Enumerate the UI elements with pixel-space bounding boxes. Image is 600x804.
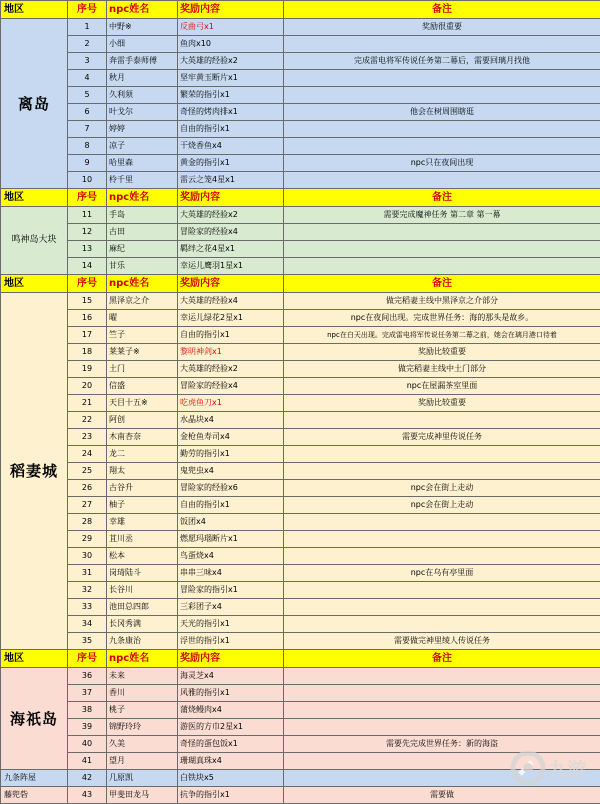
row-npc: 未来 — [107, 668, 178, 685]
table-row — [1, 685, 600, 702]
row-npc: 麻纪 — [107, 241, 178, 258]
row-npc: 幸雄 — [107, 514, 178, 531]
row-npc: 苴川丞 — [107, 531, 178, 548]
row-reward: 羁绊之花4星x1 — [178, 241, 284, 258]
region-cell: 鸣神岛大块 — [1, 207, 68, 275]
table-row — [1, 121, 600, 138]
table-row — [1, 497, 600, 514]
row-npc: 曜 — [107, 310, 178, 327]
row-note: 需要做完神里绫人传说任务 — [284, 633, 600, 650]
row-no: 13 — [68, 241, 107, 258]
row-note — [284, 258, 600, 275]
row-no: 32 — [68, 582, 107, 599]
row-npc: 久利须 — [107, 87, 178, 104]
table-row — [1, 514, 600, 531]
header-region: 地区 — [1, 189, 68, 207]
row-npc: 土门 — [107, 361, 178, 378]
table-row — [1, 787, 600, 804]
row-note: 奖励比较重要 — [284, 344, 600, 361]
row-note — [284, 36, 600, 53]
table-row — [1, 582, 600, 599]
row-reward: 大英雄的经验x2 — [178, 361, 284, 378]
row-reward: 奇怪的烤肉排x1 — [178, 104, 284, 121]
table-row — [1, 19, 600, 36]
row-note — [284, 685, 600, 702]
table-row — [1, 310, 600, 327]
row-reward: 冒险家的指引x1 — [178, 582, 284, 599]
header-row — [1, 1, 600, 19]
table-row — [1, 429, 600, 446]
row-no: 43 — [68, 787, 107, 804]
row-npc: 柚子 — [107, 497, 178, 514]
row-note: 做完稻妻主线中土门部分 — [284, 361, 600, 378]
row-reward: 蒲烧鳗肉x4 — [178, 702, 284, 719]
table-row — [1, 463, 600, 480]
header-no: 序号 — [68, 189, 107, 207]
row-no: 29 — [68, 531, 107, 548]
row-reward: 饭团x4 — [178, 514, 284, 531]
table-row — [1, 599, 600, 616]
row-npc: 小细 — [107, 36, 178, 53]
row-npc: 龙二 — [107, 446, 178, 463]
table-row — [1, 344, 600, 361]
row-reward: 黎明神剑x1 — [178, 344, 284, 361]
row-note — [284, 668, 600, 685]
row-reward: 大英雄的经验x2 — [178, 53, 284, 70]
row-npc: 长冈秀满 — [107, 616, 178, 633]
row-reward: 勤劳的指引x1 — [178, 446, 284, 463]
row-note — [284, 582, 600, 599]
header-reward: 奖励内容 — [178, 1, 284, 19]
row-note — [284, 412, 600, 429]
row-reward: 幸运儿鹰羽1星x1 — [178, 258, 284, 275]
row-npc: 竺子 — [107, 327, 178, 344]
row-no: 34 — [68, 616, 107, 633]
row-note — [284, 70, 600, 87]
row-npc: 锦野玲玲 — [107, 719, 178, 736]
row-no: 2 — [68, 36, 107, 53]
row-no: 24 — [68, 446, 107, 463]
table-row — [1, 668, 600, 685]
watermark-text: 九游 — [548, 755, 586, 782]
row-note — [284, 719, 600, 736]
row-no: 10 — [68, 172, 107, 189]
table-row — [1, 633, 600, 650]
row-reward: 天光的指引x1 — [178, 616, 284, 633]
table-row — [1, 395, 600, 412]
row-note: 做完稻妻主线中黑泽京之介部分 — [284, 293, 600, 310]
row-reward: 浮世的指引x1 — [178, 633, 284, 650]
row-npc: 凉子 — [107, 138, 178, 155]
row-no: 33 — [68, 599, 107, 616]
row-npc: 桃子 — [107, 702, 178, 719]
row-no: 31 — [68, 565, 107, 582]
row-note — [284, 446, 600, 463]
header-row — [1, 650, 600, 668]
row-reward: 鸟蛋烧x4 — [178, 548, 284, 565]
table-row — [1, 548, 600, 565]
row-note: 奖励比较重要 — [284, 395, 600, 412]
table-row — [1, 155, 600, 172]
row-no: 30 — [68, 548, 107, 565]
row-note: 需要完成魔神任务 第二章 第一幕 — [284, 207, 600, 224]
header-note: 备注 — [284, 189, 600, 207]
jiuyou-logo-icon — [510, 750, 546, 786]
row-reward: 燃愿玛瑙断片x1 — [178, 531, 284, 548]
row-no: 25 — [68, 463, 107, 480]
table-row — [1, 258, 600, 275]
row-reward: 风雅的指引x1 — [178, 685, 284, 702]
row-reward: 反曲弓x1 — [178, 19, 284, 36]
row-no: 19 — [68, 361, 107, 378]
row-npc: 九条康治 — [107, 633, 178, 650]
header-row — [1, 189, 600, 207]
header-region: 地区 — [1, 1, 68, 19]
row-npc: 池田总四郎 — [107, 599, 178, 616]
header-note: 备注 — [284, 1, 600, 19]
row-no: 38 — [68, 702, 107, 719]
region-cell: 稻妻城 — [1, 293, 68, 650]
row-note: npc会在街上走动 — [284, 497, 600, 514]
row-reward: 珊瑚真珠x4 — [178, 753, 284, 770]
row-reward: 奇怪的蛋包饭x1 — [178, 736, 284, 753]
row-no: 42 — [68, 770, 107, 787]
row-reward: 坚牢黄玉断片x1 — [178, 70, 284, 87]
table-row — [1, 616, 600, 633]
region-cell: 离岛 — [1, 19, 68, 189]
header-npc: npc姓名 — [107, 1, 178, 19]
row-note — [284, 241, 600, 258]
row-npc: 婷婷 — [107, 121, 178, 138]
row-reward: 幸运儿绿花2星x1 — [178, 310, 284, 327]
region-cell: 九条阵屋 — [1, 770, 68, 787]
row-npc: 甲斐田龙马 — [107, 787, 178, 804]
row-npc: 久美 — [107, 736, 178, 753]
row-npc: 手岛 — [107, 207, 178, 224]
table-row — [1, 446, 600, 463]
header-no: 序号 — [68, 650, 107, 668]
row-reward: 抗争的指引x1 — [178, 787, 284, 804]
row-note — [284, 702, 600, 719]
row-npc: 望月 — [107, 753, 178, 770]
row-reward: 繁荣的指引x1 — [178, 87, 284, 104]
row-no: 6 — [68, 104, 107, 121]
row-npc: 莱莱子※ — [107, 344, 178, 361]
header-reward: 奖励内容 — [178, 189, 284, 207]
row-no: 22 — [68, 412, 107, 429]
row-reward: 游医的方巾2星x1 — [178, 719, 284, 736]
row-reward: 大英雄的经验x4 — [178, 293, 284, 310]
row-reward: 大英雄的经验x2 — [178, 207, 284, 224]
region-cell: 海祇岛 — [1, 668, 68, 770]
row-note — [284, 514, 600, 531]
row-no: 7 — [68, 121, 107, 138]
table-row — [1, 565, 600, 582]
row-no: 4 — [68, 70, 107, 87]
row-reward: 黄金的指引x1 — [178, 155, 284, 172]
table-row — [1, 70, 600, 87]
row-reward: 吃虎鱼刀x1 — [178, 395, 284, 412]
table-row — [1, 378, 600, 395]
row-note — [284, 87, 600, 104]
row-note: npc在白天出现。完成雷电将军传说任务第二幕之前，她会在璃月港口待着 — [284, 327, 600, 344]
row-npc: 松本 — [107, 548, 178, 565]
row-no: 11 — [68, 207, 107, 224]
row-note: npc在屋漏茶室里面 — [284, 378, 600, 395]
header-no: 序号 — [68, 1, 107, 19]
row-no: 21 — [68, 395, 107, 412]
row-note: npc只在夜间出现 — [284, 155, 600, 172]
table-row — [1, 138, 600, 155]
row-reward: 鱼肉x10 — [178, 36, 284, 53]
row-no: 28 — [68, 514, 107, 531]
table-row — [1, 36, 600, 53]
row-npc: 几原凯 — [107, 770, 178, 787]
row-reward: 海灵芝x4 — [178, 668, 284, 685]
row-reward: 冒险家的经验x6 — [178, 480, 284, 497]
row-reward: 冒险家的经验x4 — [178, 378, 284, 395]
header-reward: 奖励内容 — [178, 650, 284, 668]
row-no: 37 — [68, 685, 107, 702]
table-row — [1, 53, 600, 70]
row-note: npc在夜间出现。完成世界任务：海的那头是故乡。 — [284, 310, 600, 327]
row-note — [284, 121, 600, 138]
row-note — [284, 224, 600, 241]
table-row — [1, 293, 600, 310]
row-npc: 哈里森 — [107, 155, 178, 172]
row-reward: 自由的指引x1 — [178, 497, 284, 514]
row-note: 他会在树周围瞎逛 — [284, 104, 600, 121]
row-no: 36 — [68, 668, 107, 685]
row-note — [284, 531, 600, 548]
table-row — [1, 104, 600, 121]
row-reward: 干烧香鱼x4 — [178, 138, 284, 155]
row-npc: 奔雷手泰师傅 — [107, 53, 178, 70]
row-no: 27 — [68, 497, 107, 514]
row-reward: 白铁块x5 — [178, 770, 284, 787]
table-row — [1, 207, 600, 224]
row-npc: 黑泽京之介 — [107, 293, 178, 310]
row-reward: 自由的指引x1 — [178, 121, 284, 138]
table-row — [1, 480, 600, 497]
row-no: 1 — [68, 19, 107, 36]
watermark — [510, 748, 596, 788]
row-npc: 中野※ — [107, 19, 178, 36]
row-npc: 长谷川 — [107, 582, 178, 599]
row-reward: 串串三味x4 — [178, 565, 284, 582]
row-npc: 信盛 — [107, 378, 178, 395]
row-no: 16 — [68, 310, 107, 327]
row-no: 35 — [68, 633, 107, 650]
row-no: 9 — [68, 155, 107, 172]
row-no: 17 — [68, 327, 107, 344]
row-npc: 香川 — [107, 685, 178, 702]
header-note: 备注 — [284, 650, 600, 668]
row-no: 5 — [68, 87, 107, 104]
row-no: 39 — [68, 719, 107, 736]
row-no: 23 — [68, 429, 107, 446]
header-region: 地区 — [1, 275, 68, 293]
table-row — [1, 241, 600, 258]
row-no: 41 — [68, 753, 107, 770]
table-row — [1, 87, 600, 104]
row-reward: 三彩团子x4 — [178, 599, 284, 616]
row-reward: 自由的指引x1 — [178, 327, 284, 344]
row-note — [284, 138, 600, 155]
header-note: 备注 — [284, 275, 600, 293]
row-no: 8 — [68, 138, 107, 155]
table-row — [1, 412, 600, 429]
header-no: 序号 — [68, 275, 107, 293]
table-row — [1, 531, 600, 548]
row-npc: 古谷升 — [107, 480, 178, 497]
header-region: 地区 — [1, 650, 68, 668]
row-no: 12 — [68, 224, 107, 241]
row-npc: 木南杏奈 — [107, 429, 178, 446]
row-reward: 金枪鱼寿司x4 — [178, 429, 284, 446]
row-no: 20 — [68, 378, 107, 395]
row-npc: 古田 — [107, 224, 178, 241]
header-npc: npc姓名 — [107, 650, 178, 668]
table-row — [1, 702, 600, 719]
row-npc: 天目十五※ — [107, 395, 178, 412]
row-note: 奖励很重要 — [284, 19, 600, 36]
row-note: 需要完成神里传说任务 — [284, 429, 600, 446]
table-row — [1, 361, 600, 378]
row-note — [284, 463, 600, 480]
row-npc: 秋月 — [107, 70, 178, 87]
header-npc: npc姓名 — [107, 189, 178, 207]
row-no: 14 — [68, 258, 107, 275]
row-no: 40 — [68, 736, 107, 753]
header-npc: npc姓名 — [107, 275, 178, 293]
row-note: 需要做 — [284, 787, 600, 804]
row-npc: 阿创 — [107, 412, 178, 429]
row-reward: 雷云之笼4星x1 — [178, 172, 284, 189]
row-reward: 冒险家的经验x4 — [178, 224, 284, 241]
row-note: npc会在街上走动 — [284, 480, 600, 497]
row-npc: 岗琦陆斗 — [107, 565, 178, 582]
row-note — [284, 548, 600, 565]
row-reward: 鬼兜虫x4 — [178, 463, 284, 480]
region-cell: 藤兜砦 — [1, 787, 68, 804]
row-note — [284, 599, 600, 616]
row-no: 18 — [68, 344, 107, 361]
table-row — [1, 719, 600, 736]
row-reward: 水晶块x4 — [178, 412, 284, 429]
row-note: npc在乌有亭里面 — [284, 565, 600, 582]
row-note — [284, 172, 600, 189]
table-row — [1, 327, 600, 344]
row-note: 完成雷电将军传说任务第二幕后，需要回璃月找他 — [284, 53, 600, 70]
header-row — [1, 275, 600, 293]
table-row — [1, 172, 600, 189]
table-row — [1, 224, 600, 241]
row-note: 需要先完成世界任务：新的海盗 — [284, 736, 600, 753]
row-no: 3 — [68, 53, 107, 70]
row-note — [284, 616, 600, 633]
row-npc: 甘乐 — [107, 258, 178, 275]
row-no: 15 — [68, 293, 107, 310]
row-no: 26 — [68, 480, 107, 497]
header-reward: 奖励内容 — [178, 275, 284, 293]
row-npc: 叶戈尔 — [107, 104, 178, 121]
row-npc: 翔太 — [107, 463, 178, 480]
row-npc: 柃千里 — [107, 172, 178, 189]
